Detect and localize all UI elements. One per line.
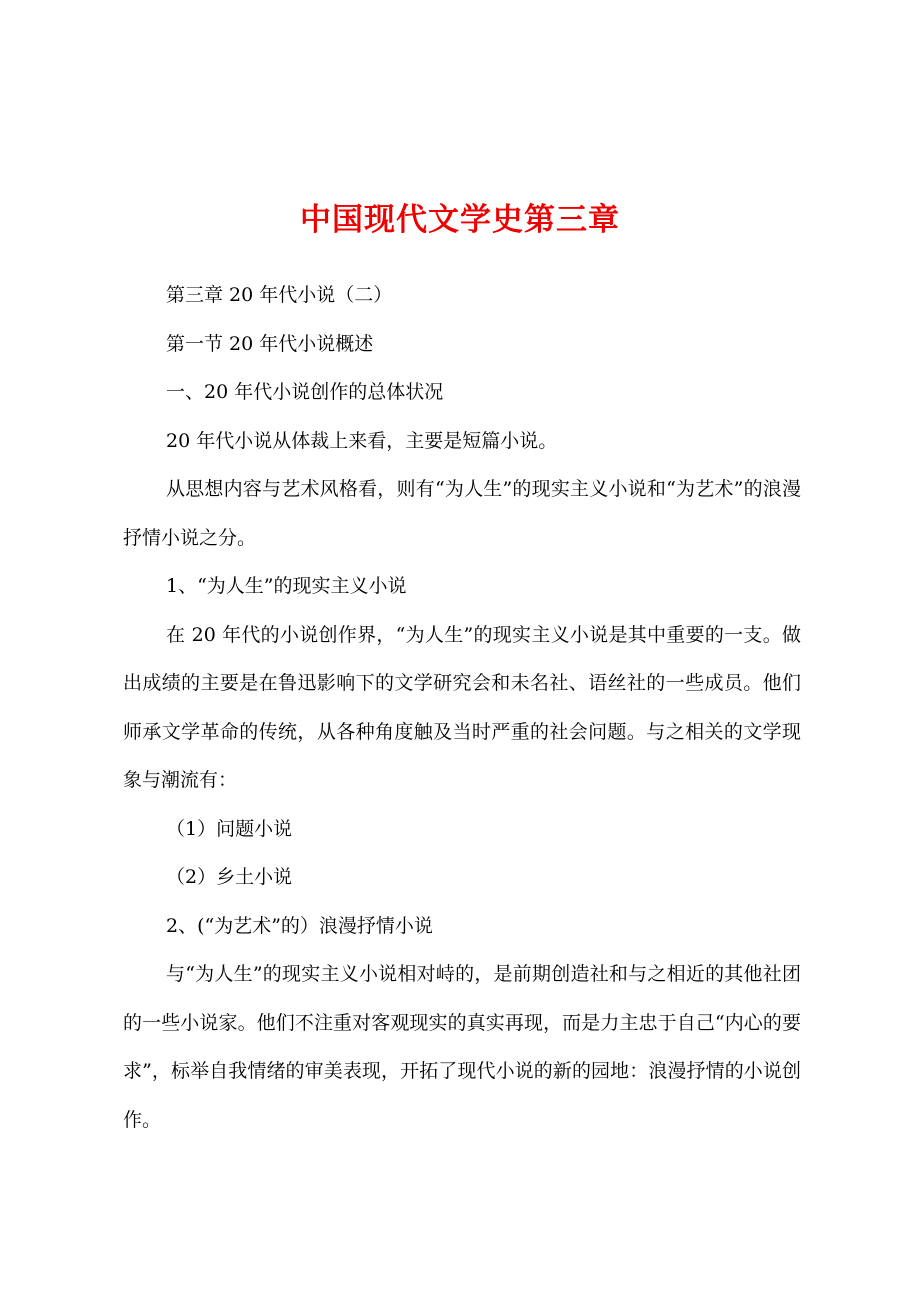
list-heading: 1、“为人生”的现实主义小说 xyxy=(166,575,407,597)
body-paragraph: 20 年代小说从体裁上来看，主要是短篇小说。 xyxy=(166,429,558,452)
section-heading: 第一节 20 年代小说概述 xyxy=(166,332,374,355)
list-heading: 2、(“为艺术”的）浪漫抒情小说 xyxy=(166,914,433,937)
subsection-heading: 一、20 年代小说创作的总体状况 xyxy=(166,381,444,403)
chapter-heading: 第三章 20 年代小说（二） xyxy=(166,284,393,306)
body-paragraph: 在 20 年代的小说创作界，“为人生”的现实主义小说是其中重要的一支。做出成绩的主要是在鲁迅影响下的文学研究会和未名社、语丝社的一些成员。他们师承文学革命的传统，从各种角度触及当时严重的社会问题。与之相关的文学现象与潮流有： xyxy=(123,623,801,791)
list-item: （2）乡土小说 xyxy=(166,866,293,888)
document-title: 中国现代文学史第三章 xyxy=(300,202,620,238)
list-item: （1）问题小说 xyxy=(166,817,293,840)
body-paragraph: 与“为人生”的现实主义小说相对峙的，是前期创造社和与之相近的其他社团的一些小说家。他们不注重对客观现实的真实再现，而是力主忠于自己“内心的要求”，标举自我情绪的审美表现，开拓了现代小说的新的园地：浪漫抒情的小说创作。 xyxy=(123,963,801,1131)
body-paragraph: 从思想内容与艺术风格看，则有“为人生”的现实主义小说和“为艺术”的浪漫抒情小说之分。 xyxy=(123,478,801,549)
document-body xyxy=(123,271,801,1144)
